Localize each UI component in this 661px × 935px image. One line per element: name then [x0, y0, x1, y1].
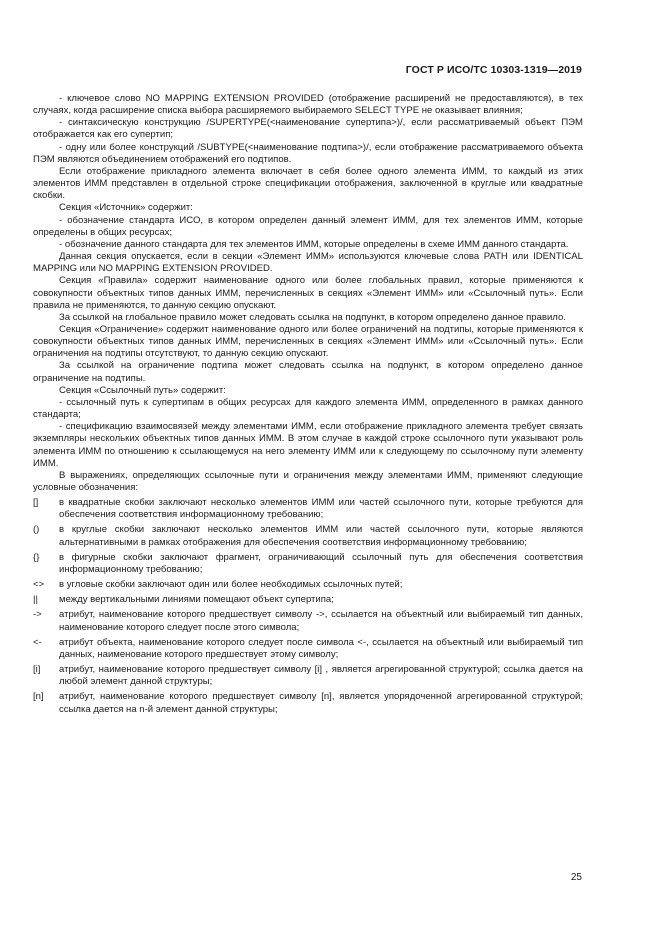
notation-text: между вертикальными линиями помещают объект супертипа; — [59, 594, 334, 606]
notation-symbol: <> — [33, 579, 45, 591]
notation-text: атрибут объекта, наименование которого следует после символа <-, ссылается на объектный или выбираемый тип данных, наименование которого предшествует этому символу; — [59, 636, 583, 660]
paragraph: - одну или более конструкций /SUBTYPE(<наименование подтипа>)/, если отображение рассматриваемого объекта ПЭМ являются объединением отображений его подтипов. — [33, 141, 583, 165]
notation-item — [33, 691, 583, 715]
notation-item — [33, 579, 583, 591]
notation-item — [33, 637, 583, 661]
notation-text: в квадратные скобки заключают несколько элементов ИММ или частей ссылочного пути, которые требуются для обеспечения соответствия информационному требованию; — [59, 497, 583, 521]
notation-text: атрибут, наименование которого предшествует символу [n], является упорядоченной агрегированной структурой; ссылка дается на n-й элемент данной структуры; — [59, 691, 583, 715]
notation-text: атрибут, наименование которого предшествует символу [i] , является агрегированной структурой; ссылка дается на любой элемент данной структуры; — [59, 664, 583, 688]
paragraph: Секция «Правила» содержит наименование одного или более глобальных правил, которые применяются к совокупности объектных типов данных ИММ, перечисленных в секциях «Элемент ИММ» или «Ссылочный путь». Если правила не применяются, то данную секцию опускают. — [33, 275, 583, 311]
notation-symbol: [i] — [33, 664, 41, 676]
notation-symbol: [n] — [33, 691, 44, 703]
notation-symbol: [] — [33, 497, 39, 509]
paragraph: - синтаксическую конструкцию /SUPERTYPE(<наименование супертипа>)/, если рассматриваемый объект ПЭМ отображается как его супертип; — [33, 117, 583, 141]
notation-symbol: {} — [33, 551, 40, 563]
notation-list — [33, 497, 583, 716]
paragraph: - ключевое слово NO MAPPING EXTENSION PROVIDED (отображение расширений не предоставляются), в тех случаях, когда расширение списка выбора расширяемого выбираемого SELECT TYPE не оказывает влияния; — [33, 93, 583, 117]
paragraph: Секция «Ссылочный путь» содержит: — [59, 384, 226, 396]
notation-item — [33, 552, 583, 576]
paragraph: Секция «Ограничение» содержит наименование одного или более ограничений на подтипы, которые применяются к совокупности объектных типов данных ИММ, перечисленных в секциях «Элемент ИММ» или «Ссылочный путь». Если ограничения на подтипы отсутствуют, то данную секцию опускают. — [33, 323, 583, 360]
notation-text: в угловые скобки заключают один или более необходимых ссылочных путей; — [59, 579, 403, 591]
notation-symbol: || — [33, 594, 38, 606]
notation-symbol: -> — [33, 609, 42, 621]
paragraph: - спецификацию взаимосвязей между элементами ИММ, если отображение прикладного элемента требует связать экземпляры нескольких объектных типов данных ИММ. В этом случае в каждой строке ссылочного пути указывают роль элемента ИММ по отношению к ссылающемуся на него элементу ИММ или к следующему по ссылочному пути элементу ИММ. — [33, 421, 583, 469]
notation-item — [33, 609, 583, 633]
paragraph: Секция «Источник» содержит: — [59, 202, 193, 214]
paragraph: За ссылкой на глобальное правило может следовать ссылка на подпункт, в котором определено данное правило. — [59, 311, 566, 323]
page-number: 25 — [570, 872, 582, 883]
notation-text: в круглые скобки заключают несколько элементов ИММ или частей ссылочного пути, которые являются альтернативными в рамках отображения для обеспечения соответствия информационному требованию; — [59, 524, 583, 548]
notation-item — [33, 524, 583, 548]
paragraph: - обозначение стандарта ИСО, в котором определен данный элемент ИММ, для тех элементов ИММ, которые определены в общих ресурсах; — [33, 214, 583, 238]
notation-symbol: <- — [33, 636, 42, 648]
paragraph: Данная секция опускается, если в секции «Элемент ИММ» используются ключевые слова PATH или IDENTICAL MAPPING или NO MAPPING EXTENSION PROVIDED. — [33, 251, 583, 275]
notation-item — [33, 497, 583, 521]
document-body — [33, 93, 583, 716]
notation-item — [33, 664, 583, 688]
notation-text: в фигурные скобки заключают фрагмент, ограничивающий ссылочный путь для обеспечения соответствия информационному требованию; — [59, 551, 583, 575]
paragraph: Если отображение прикладного элемента включает в себя более одного элемента ИММ, то каждый из этих элементов ИММ представлен в отдельной строке спецификации отображения, заключенной в круглые или квадратные скобки. — [33, 165, 583, 202]
document-header: ГОСТ Р ИСО/ТС 10303-1319—2019 — [405, 64, 582, 76]
paragraph: - ссылочный путь к супертипам в общих ресурсах для каждого элемента ИММ, определенного в рамках данного стандарта; — [33, 396, 583, 421]
notation-symbol: () — [33, 524, 40, 536]
paragraph: - обозначение данного стандарта для тех элементов ИММ, которые определены в схеме ИММ данного стандарта. — [59, 238, 569, 250]
paragraph: В выражениях, определяющих ссылочные пути и ограничения между элементами ИММ, применяют следующие условные обозначения: — [33, 469, 583, 493]
notation-text: атрибут, наименование которого предшествует символу ->, ссылается на объектный или выбираемый тип данных, наименование которого следует после этого символа; — [59, 609, 583, 633]
notation-item — [33, 594, 583, 606]
paragraph: За ссылкой на ограничение подтипа может следовать ссылка на подпункт, в котором определено данное ограничение на подтипы. — [33, 360, 583, 384]
